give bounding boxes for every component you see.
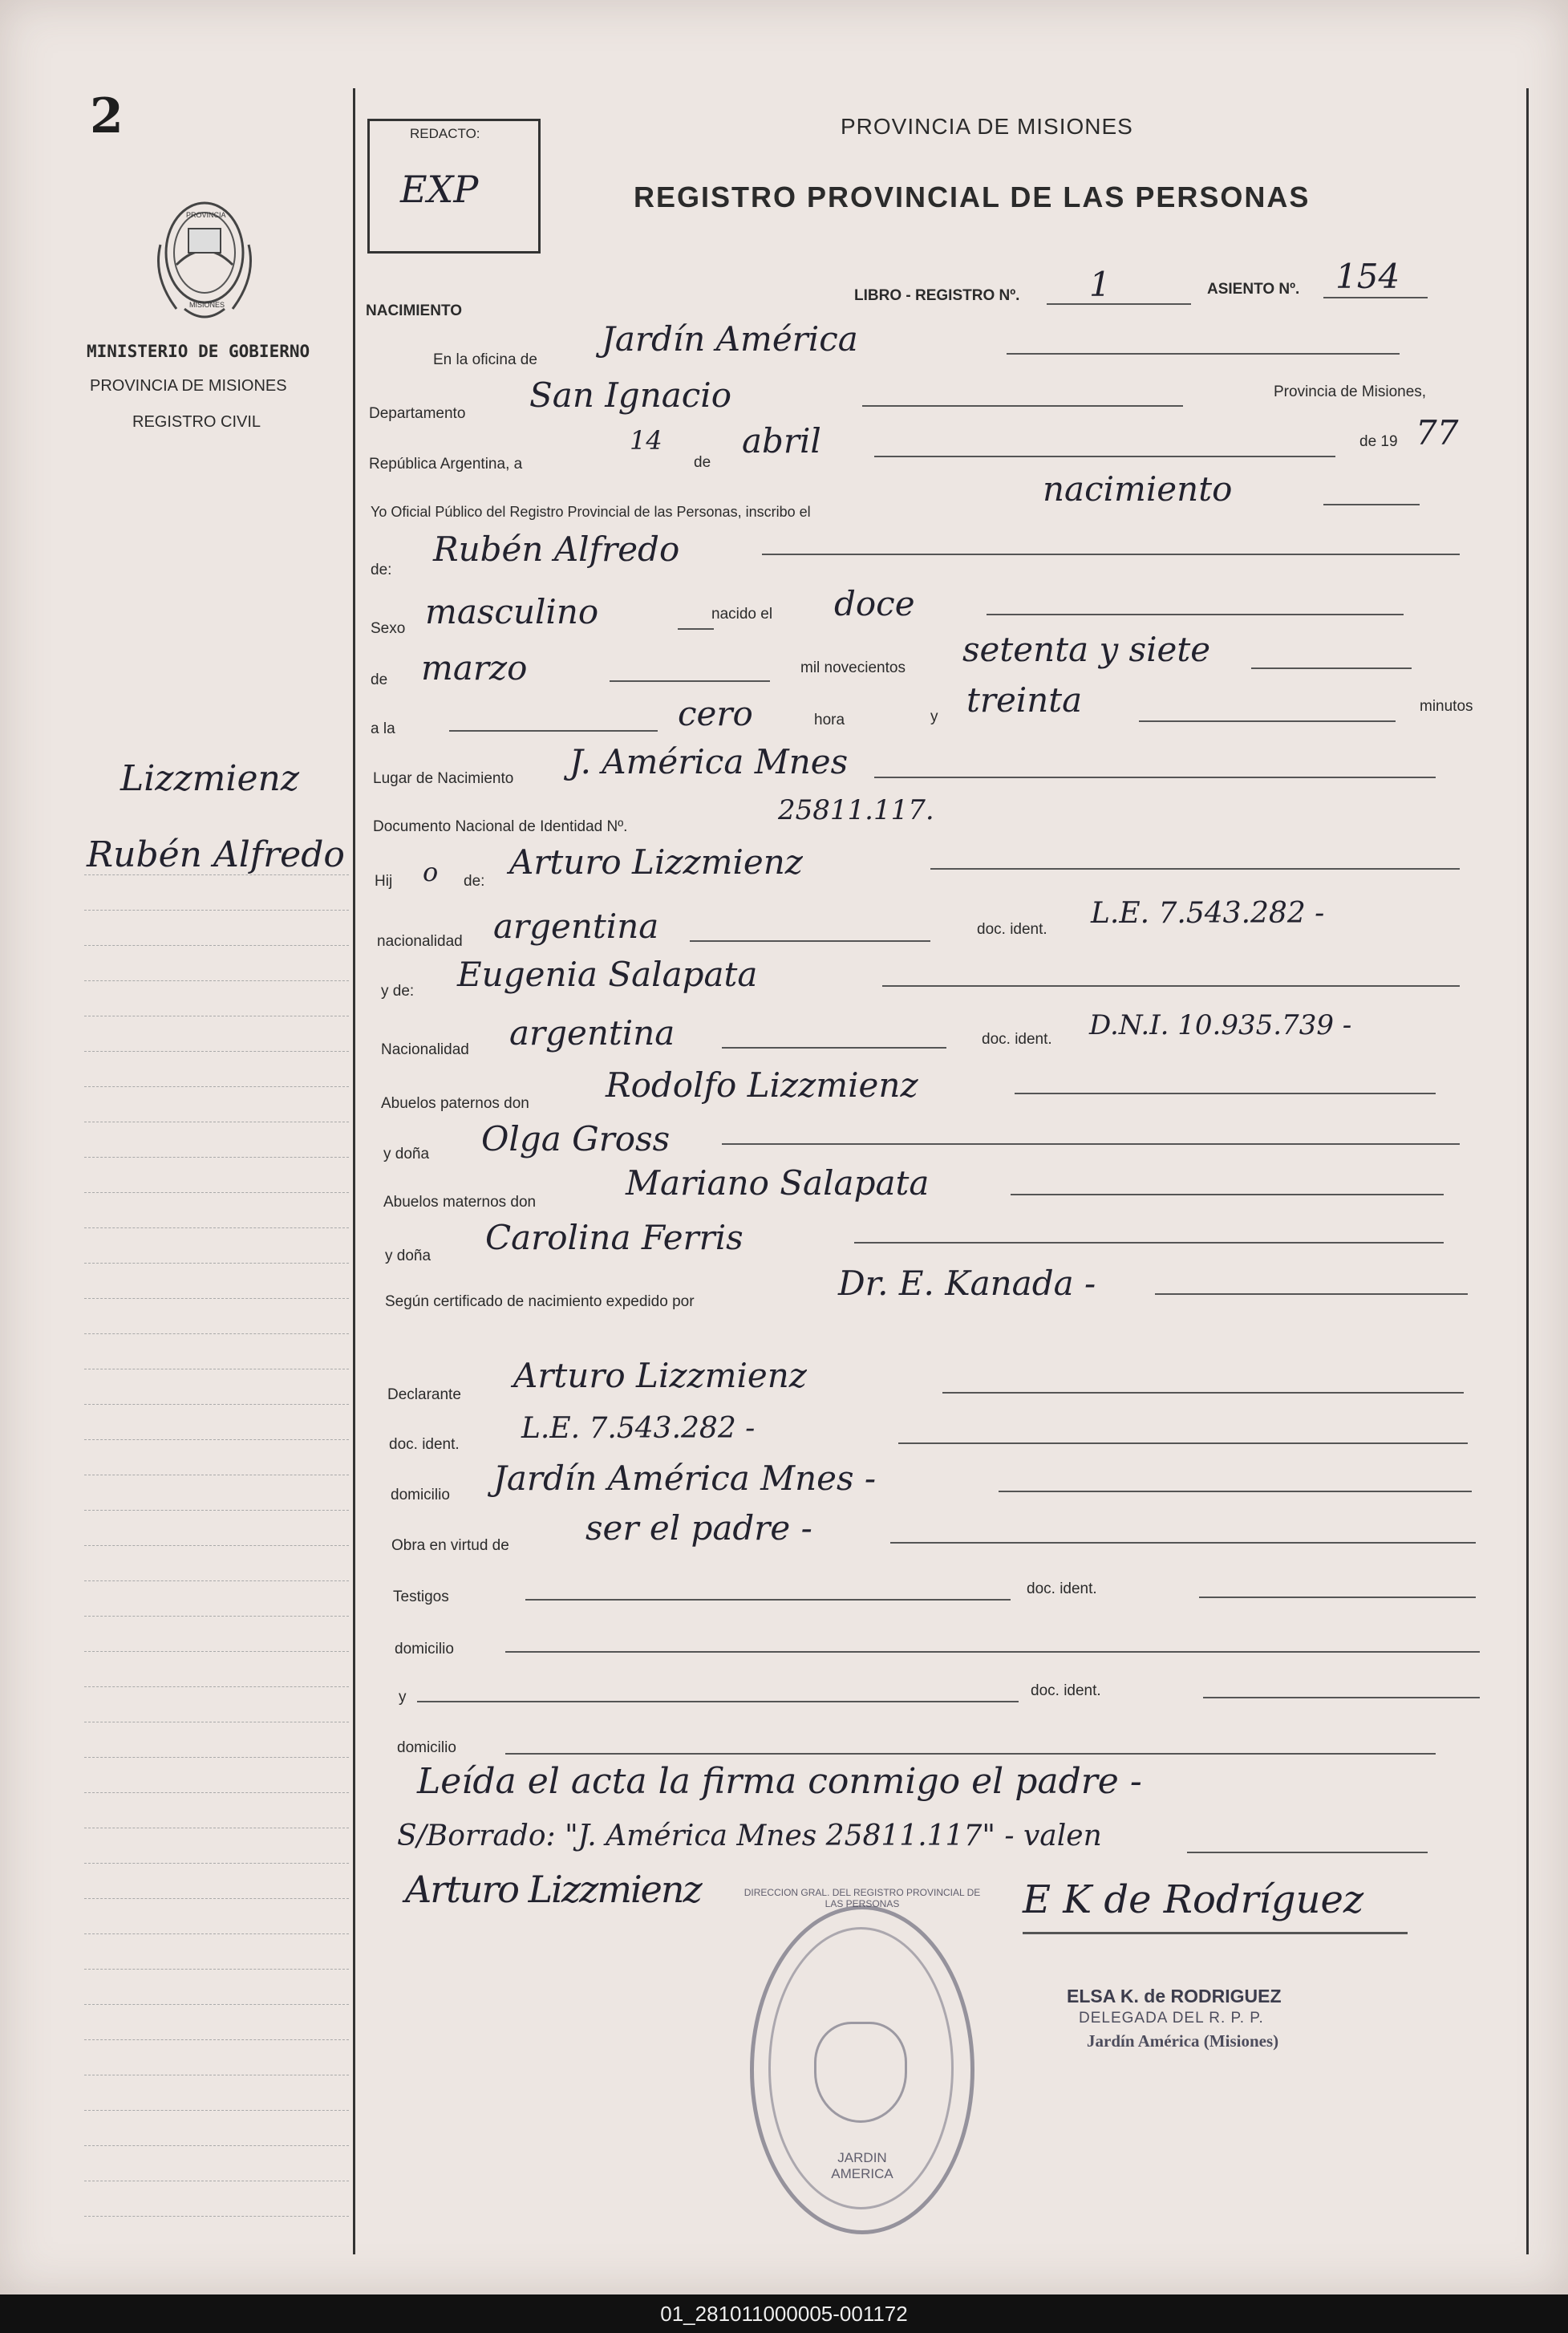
asiento-label: ASIENTO Nº. bbox=[1207, 281, 1300, 298]
margin-rule bbox=[84, 1792, 349, 1793]
redacto-value: EXP bbox=[400, 168, 479, 211]
y-dona2-label: y doña bbox=[385, 1248, 432, 1264]
margin-rule bbox=[84, 1898, 349, 1899]
margin-rule bbox=[84, 980, 349, 981]
declarante-value: Arturo Lizzmienz bbox=[513, 1356, 807, 1395]
sexo-value: masculino bbox=[425, 592, 599, 631]
margin-rule bbox=[84, 1086, 349, 1087]
doc-padre: L.E. 7.543.282 - bbox=[1091, 897, 1325, 930]
dia-value: 14 bbox=[630, 425, 662, 456]
margin-rule bbox=[84, 1545, 349, 1546]
margin-rule bbox=[84, 1263, 349, 1264]
margin-rule bbox=[84, 1192, 349, 1193]
doc-ident-label: doc. ident. bbox=[977, 921, 1047, 938]
doc-ident2-label: doc. ident. bbox=[982, 1031, 1052, 1048]
anio-nac-value: setenta y siete bbox=[962, 630, 1211, 669]
officer-stamp-place: Jardín América (Misiones) bbox=[1087, 2031, 1279, 2051]
nacionalidad2-label: Nacionalidad bbox=[381, 1041, 469, 1058]
seal-inner-text: JARDIN AMERICA bbox=[831, 2150, 893, 2181]
seal-outer-text: DIRECCION GRAL. DEL REGISTRO PROVINCIAL DE LAS PERSONAS bbox=[743, 1887, 981, 1909]
de-label: de bbox=[694, 454, 711, 471]
abuelos-mat-label: Abuelos maternos don bbox=[383, 1194, 537, 1211]
image-id-footer: 01_281011000005-001172 bbox=[0, 2294, 1568, 2333]
segun-label: Según certificado de nacimiento expedido por bbox=[385, 1293, 695, 1310]
header-title: REGISTRO PROVINCIAL DE LAS PERSONAS bbox=[634, 181, 1311, 213]
header-province: PROVINCIA DE MISIONES bbox=[841, 114, 1133, 139]
margin-rule bbox=[84, 1651, 349, 1652]
provincia-label: Provincia de Misiones, bbox=[1274, 383, 1427, 400]
hora-label: hora bbox=[814, 712, 845, 728]
test2-y-label: y bbox=[399, 1689, 407, 1706]
closing-line-1: Leída el acta la firma conmigo el padre - bbox=[417, 1761, 1142, 1802]
doc-decl-value: L.E. 7.543.282 - bbox=[521, 1412, 756, 1445]
margin-rule bbox=[84, 2110, 349, 2111]
mil-label: mil novecientos bbox=[800, 659, 906, 676]
lugar-value: J. América Mnes bbox=[569, 742, 849, 781]
certificado-value: Dr. E. Kanada - bbox=[838, 1264, 1096, 1303]
redacto-label: REDACTO: bbox=[410, 126, 480, 141]
republica-label: República Argentina, a bbox=[369, 456, 523, 473]
hijo-suffix: o bbox=[423, 857, 439, 887]
seal-emblem-icon bbox=[814, 2022, 907, 2123]
doc-decl-label: doc. ident. bbox=[389, 1436, 460, 1453]
de-nombre-label: de: bbox=[371, 562, 392, 578]
margin-rule bbox=[84, 2004, 349, 2005]
margin-rule bbox=[84, 1969, 349, 1970]
margin-rule bbox=[84, 1757, 349, 1758]
ministry-label: MINISTERIO DE GOBIERNO bbox=[87, 342, 310, 361]
departamento-value: San Ignacio bbox=[529, 375, 732, 415]
margin-rule bbox=[84, 1404, 349, 1405]
margin-rule bbox=[84, 2039, 349, 2040]
margin-rule bbox=[84, 1686, 349, 1687]
signature-oficial: E K de Rodríguez bbox=[1023, 1877, 1364, 1922]
doc-madre: D.N.I. 10.935.739 - bbox=[1089, 1009, 1352, 1041]
minutos-label: minutos bbox=[1420, 698, 1473, 715]
abuelos-pat-label: Abuelos paternos don bbox=[381, 1095, 529, 1112]
margin-rule bbox=[84, 1227, 349, 1228]
hijo-de-label: de: bbox=[464, 873, 485, 890]
departamento-label: Departamento bbox=[369, 405, 466, 422]
nacido-value: doce bbox=[834, 584, 915, 623]
officer-stamp-name: ELSA K. de RODRIGUEZ bbox=[1067, 1986, 1282, 2006]
obra-label: Obra en virtud de bbox=[391, 1537, 509, 1554]
margin-rule bbox=[84, 1298, 349, 1299]
abuelo-pat: Rodolfo Lizzmienz bbox=[606, 1065, 918, 1105]
obra-value: ser el padre - bbox=[585, 1508, 812, 1548]
margin-rule bbox=[84, 2216, 349, 2217]
padre-value: Arturo Lizzmienz bbox=[509, 842, 803, 882]
hijo-label: Hij bbox=[375, 873, 393, 890]
testigos-label: Testigos bbox=[393, 1588, 449, 1605]
official-seal bbox=[743, 1887, 981, 2234]
margin-rule bbox=[84, 2145, 349, 2146]
dni-value: 25811.117. bbox=[778, 794, 934, 826]
redacto-box bbox=[367, 119, 541, 254]
de-year-label: de 19 bbox=[1359, 433, 1398, 450]
dni-label: Documento Nacional de Identidad Nº. bbox=[373, 818, 628, 835]
nacido-label: nacido el bbox=[711, 606, 773, 623]
year-value: 77 bbox=[1416, 413, 1459, 452]
test2-doc-label: doc. ident. bbox=[1031, 1682, 1101, 1699]
madre-value: Eugenia Salapata bbox=[457, 955, 758, 994]
margin-rule bbox=[84, 1439, 349, 1440]
coat-bottom-text: MISIONES bbox=[189, 301, 225, 309]
declarante-label: Declarante bbox=[387, 1386, 461, 1403]
margin-rule bbox=[84, 1616, 349, 1617]
test-dom-label: domicilio bbox=[395, 1641, 454, 1657]
margin-surname: Lizzmienz bbox=[120, 758, 300, 799]
margin-rule bbox=[84, 1157, 349, 1158]
margin-rule bbox=[84, 874, 349, 875]
margin-rule bbox=[84, 1333, 349, 1334]
mes-nac-value: marzo bbox=[421, 648, 528, 688]
signature-declarante: Arturo Lizzmienz bbox=[405, 1868, 701, 1911]
province-label: PROVINCIA DE MISIONES bbox=[90, 377, 287, 395]
margin-rule bbox=[84, 1051, 349, 1052]
abuelo-mat: Mariano Salapata bbox=[626, 1163, 930, 1203]
margin-rule bbox=[84, 1933, 349, 1934]
y-de-label: y de: bbox=[381, 983, 415, 1000]
oficina-label: En la oficina de bbox=[433, 351, 537, 368]
a-la-label: a la bbox=[371, 720, 395, 737]
closing-line-2: S/Borrado: "J. América Mnes 25811.117" - valen bbox=[397, 1820, 1102, 1852]
margin-rule bbox=[84, 1863, 349, 1864]
lugar-label: Lugar de Nacimiento bbox=[373, 770, 514, 787]
margin-rule bbox=[84, 1580, 349, 1581]
nacimiento-type: NACIMIENTO bbox=[366, 302, 462, 319]
margin-rule bbox=[84, 945, 349, 946]
margin-rule bbox=[84, 910, 349, 911]
oficina-value: Jardín América bbox=[602, 319, 858, 359]
coat-top-text: PROVINCIA bbox=[186, 211, 226, 219]
y-dona-label: y doña bbox=[383, 1146, 430, 1162]
nacionalidad-madre: argentina bbox=[509, 1013, 675, 1053]
page-number: 2 bbox=[90, 88, 124, 144]
nacionalidad-label: nacionalidad bbox=[377, 933, 463, 950]
margin-rule bbox=[84, 1510, 349, 1511]
inscribo-value: nacimiento bbox=[1043, 469, 1233, 509]
de-mes-label: de bbox=[371, 671, 388, 688]
asiento-value: 154 bbox=[1335, 257, 1400, 296]
margin-given-name: Rubén Alfredo bbox=[87, 834, 345, 875]
coat-of-arms-icon bbox=[144, 189, 265, 329]
abuela-mat: Carolina Ferris bbox=[485, 1218, 743, 1257]
test2-dom-label: domicilio bbox=[397, 1739, 456, 1756]
domicilio-value: Jardín América Mnes - bbox=[493, 1459, 877, 1498]
nombre-value: Rubén Alfredo bbox=[433, 529, 680, 569]
sexo-label: Sexo bbox=[371, 620, 406, 637]
abuela-pat: Olga Gross bbox=[481, 1119, 671, 1158]
yo-label: Yo Oficial Público del Registro Provincial de las Personas, inscribo el bbox=[371, 504, 811, 520]
libro-value: 1 bbox=[1089, 265, 1111, 304]
domicilio-label: domicilio bbox=[391, 1487, 450, 1503]
test-doc-label: doc. ident. bbox=[1027, 1580, 1097, 1597]
minutos-value: treinta bbox=[966, 680, 1083, 720]
officer-stamp-title: DELEGADA DEL R. P. P. bbox=[1079, 2010, 1264, 2027]
nacionalidad-padre: argentina bbox=[493, 907, 659, 946]
hora-value: cero bbox=[678, 694, 753, 733]
mes-value: abril bbox=[742, 421, 821, 461]
registry-label: REGISTRO CIVIL bbox=[132, 413, 261, 431]
libro-label: LIBRO - REGISTRO Nº. bbox=[854, 287, 1020, 304]
y-label: y bbox=[930, 708, 938, 725]
